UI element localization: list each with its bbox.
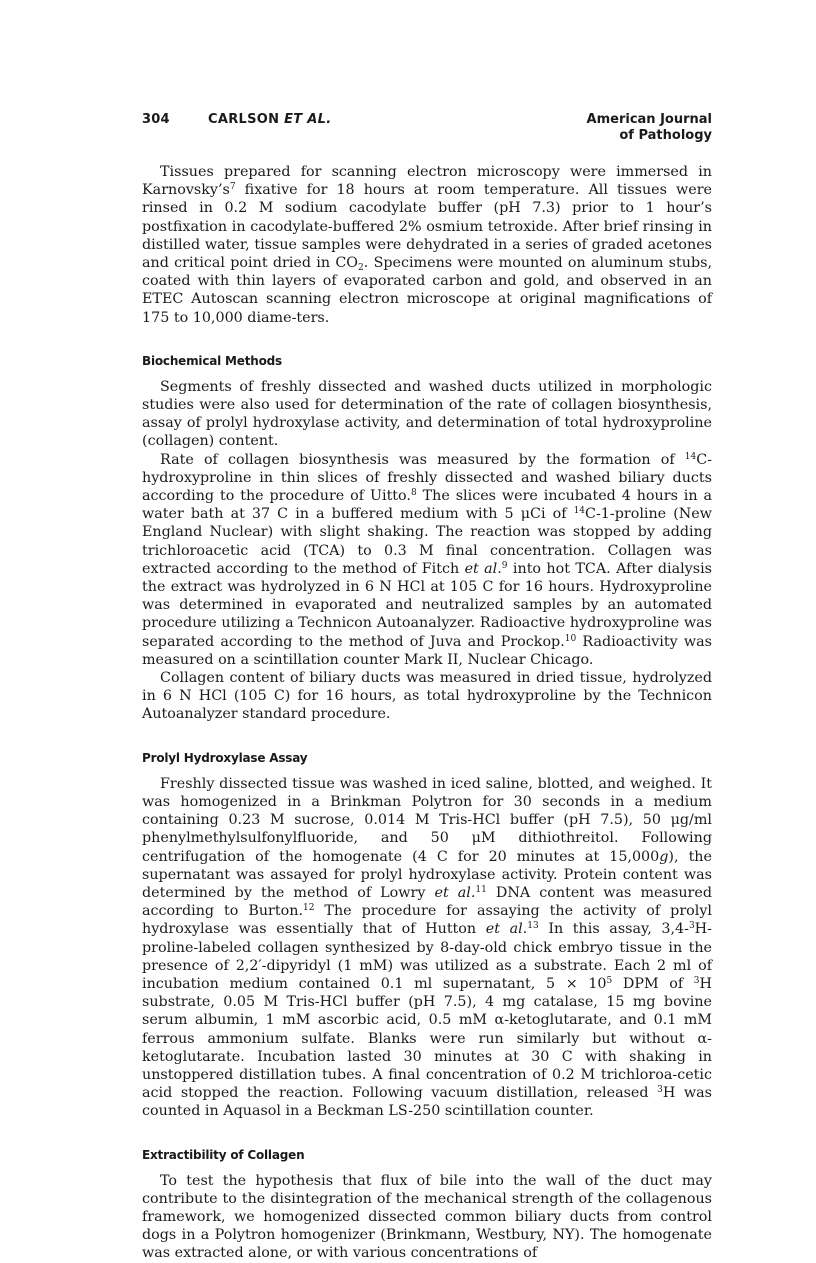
page-number: 304 <box>142 112 170 127</box>
isotope-superscript: 14 <box>684 451 697 462</box>
journal-title-line1: American Journal <box>586 112 712 127</box>
running-header <box>142 112 712 152</box>
biochem-paragraph-1: Segments of freshly dissected and washed ducts utilized in morphologic studies were also used for determination of the rate of collagen biosynthesis, assay of prolyl hydroxylase activity, and determination of total hydroxyproline (collagen) content. <box>142 378 712 450</box>
prolyl-paragraph <box>142 775 712 1121</box>
et-al: et al. <box>464 560 502 577</box>
journal-title <box>587 112 712 144</box>
text-run: Radioactivity was measured on a scintillation counter Mark II, Nuclear Chicago. <box>142 633 712 668</box>
isotope-superscript: 3 <box>657 1085 663 1096</box>
text-run: The procedure for assaying the activity of prolyl hydroxylase was essentially that of Hutton <box>142 903 712 938</box>
subscript: 2 <box>358 263 364 274</box>
text-run: C-1-proline (New England Nuclear) with slight shaking. The reaction was stopped by adding trichloroacetic acid (TCA) to 0.3 M final concentration. Collagen was extracted according to the method of Fitch <box>142 506 712 577</box>
citation-ref: 9 <box>501 560 508 571</box>
biochem-paragraph-2 <box>142 451 712 669</box>
sem-methods-paragraph <box>142 163 712 327</box>
section-heading-prolyl-hydroxylase: Prolyl Hydroxylase Assay <box>142 750 308 765</box>
text-run: H substrate, 0.05 M Tris-HCl buffer (pH 7.5), 4 mg catalase, 15 mg bovine serum albumin, 1 mM ascorbic acid, 0.5 mM α-ketoglutarate, and 0.1 mM ferrous ammonium sulfate. Blanks were run similarly but without α-ketoglutarate. Incubation lasted 30 minutes at 30 C with shaking in unstoppered distillation tubes. A final concentration of 0.2 M trichloroa-cetic acid stopped the reaction. Following vacuum distillation, released <box>142 975 712 1102</box>
exponent-superscript: 5 <box>606 975 613 986</box>
text-run: DPM of <box>612 975 694 992</box>
text-run: The slices were incubated 4 hours in a water bath at 37 C in a buffered medium with 5 μCi of <box>142 488 713 523</box>
text-run: into hot TCA. After dialysis the extract was hydrolyzed in 6 N HCl at 105 C for 16 hours. Hydroxyproline was determined in evaporated and neutralized samples by an automated procedure utilizing a Technicon Autoanalyzer. Radioactive hydroxyproline was separated according to the method of Juva and Prockop. <box>142 560 713 650</box>
citation-ref: 13 <box>527 921 539 932</box>
isotope-superscript: 3 <box>688 921 695 932</box>
article-body <box>142 163 712 1263</box>
text-run: fixative for 18 hours at room temperature. All tissues were rinsed in 0.2 M sodium cacodylate buffer (pH 7.3) prior to 1 hour’s postfixation in cacodylate-buffered 2% osmium tetroxide. After brief rinsing in distilled water, tissue samples were dehydrated in a series of graded acetones and critical point dried in CO <box>142 182 712 272</box>
author-name: CARLSON <box>208 112 280 127</box>
text-run: In this assay, 3,4- <box>538 921 689 938</box>
text-run: Tissues prepared for scanning electron microscopy were immersed in Karnovsky’s <box>142 164 712 199</box>
section-heading-extractibility: Extractibility of Collagen <box>142 1147 305 1162</box>
extractibility-paragraph: To test the hypothesis that flux of bile into the wall of the duct may contribute to the disintegration of the mechanical strength of the collagenous framework, we homogenized dissected common biliary ducts from control dogs in a Polytron homogenizer (Brinkmann, Westbury, NY). The homogenate was extracted alone, or with various concentrations of <box>142 1172 712 1262</box>
text-run: Rate of collagen biosynthesis was measured by the formation of <box>160 451 685 468</box>
journal-title-line2: of Pathology <box>619 128 712 143</box>
text-run: . Specimens were mounted on aluminum stubs, coated with thin layers of evaporated carbon and gold, and observed in an ETEC Autoscan scanning electron microscope at original magnifications of 175 to 10,000 diame-ters. <box>142 255 712 326</box>
text-run: Freshly dissected tissue was washed in iced saline, blotted, and weighed. It was homogenized in a Brinkman Polytron for 30 seconds in a medium containing 0.23 M sucrose, 0.014 M Tris-HCl buffer (pH 7.5), 50 μg/ml phenylmethylsulfonylfluoride, and 50 μM dithiothreitol. Following centrifugation of the homogenate (4 C for 20 minutes at 15,000 <box>142 775 712 865</box>
text-run: C-hydroxyproline in thin slices of freshly dissected and washed biliary ducts according to the procedure of Uitto. <box>142 451 712 505</box>
text-run: DNA content was measured according to Burton. <box>142 884 712 920</box>
text-run: H was counted in Aquasol in a Beckman LS-250 scintillation counter. <box>142 1085 712 1120</box>
citation-ref: 7 <box>229 182 236 193</box>
text-run: ), the supernatant was assayed for prolyl hydroxylase activity. Protein content was determined by the method of Lowry <box>142 848 712 901</box>
citation-ref: 10 <box>564 633 577 644</box>
text-run: H-proline-labeled collagen synthesized by 8-day-old chick embryo tissue in the presence of 2,2′-dipyridyl (1 mM) was utilized as a substrate. Each 2 ml of incubation medium contained 0.1 ml supernatant, 5 × 10 <box>142 921 712 992</box>
running-authors <box>208 112 331 127</box>
italic-g: g <box>659 848 669 865</box>
citation-ref: 8 <box>410 488 417 499</box>
et-al: et al. <box>434 884 476 901</box>
et-al: et al. <box>485 921 528 938</box>
citation-ref: 11 <box>475 884 487 895</box>
isotope-superscript: 3 <box>693 975 700 986</box>
biochem-paragraph-3: Collagen content of biliary ducts was measured in dried tissue, hydrolyzed in 6 N HCl (105 C) for 16 hours, as total hydroxyproline by the Technicon Autoanalyzer standard procedure. <box>142 670 712 723</box>
citation-ref: 12 <box>303 903 315 914</box>
author-etal: ET AL. <box>284 112 332 127</box>
isotope-superscript: 14 <box>573 506 586 517</box>
section-heading-biochemical-methods: Biochemical Methods <box>142 353 282 368</box>
